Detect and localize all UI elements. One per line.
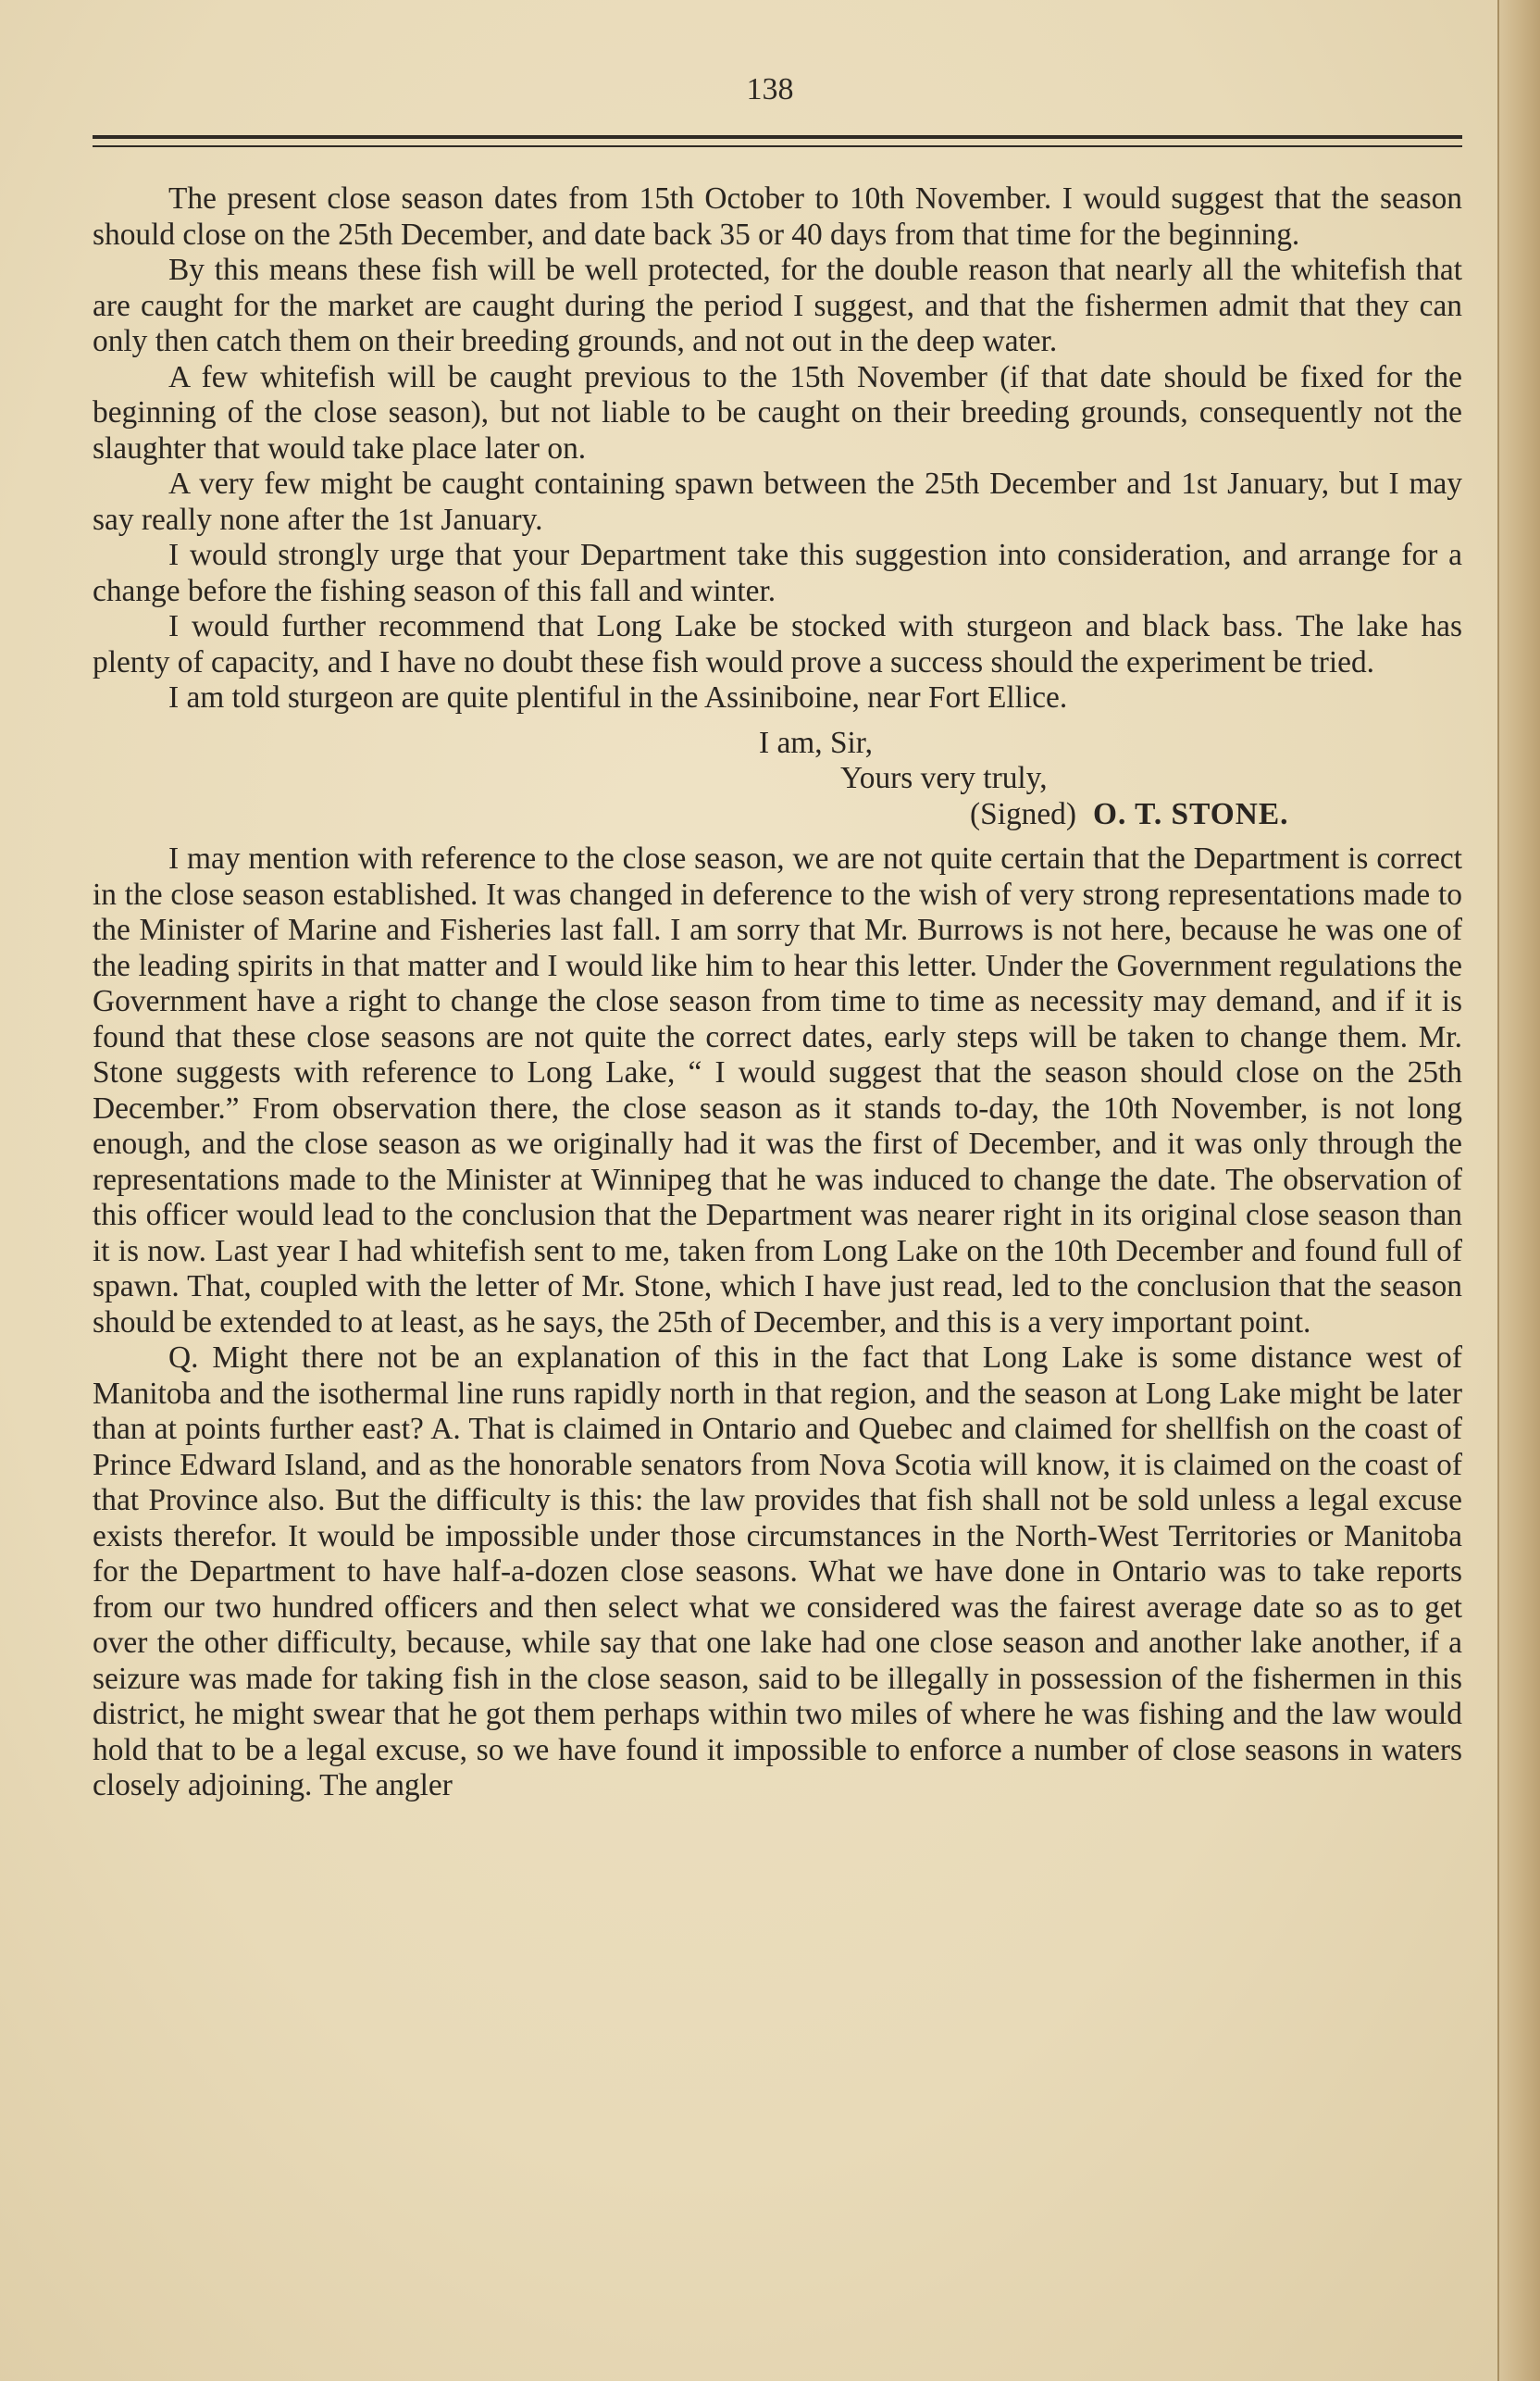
book-gutter <box>1497 0 1540 2381</box>
letter-paragraph: I would strongly urge that your Department take this suggestion into consideration, and arrange for a change before the fishing season of this fall and winter. <box>93 538 1462 608</box>
letter-paragraph: The present close season dates from 15th October to 10th November. I would suggest that the season should close on the 25th December, and date back 35 or 40 days from that time for the beginning. <box>93 181 1462 252</box>
signed-label: (Signed) <box>970 796 1076 831</box>
letter-paragraph: I would further recommend that Long Lake be stocked with sturgeon and black bass. The lake has plenty of capacity, and I have no doubt these fish would prove a success should the experiment be tried. <box>93 609 1462 679</box>
header-rule-thick <box>93 135 1462 139</box>
page-number: 138 <box>746 72 794 106</box>
signature-line <box>93 797 1462 833</box>
signatory-name: O. T. STONE. <box>1093 796 1289 831</box>
discussion-paragraph: Q. Might there not be an explanation of this in the fact that Long Lake is some distance west of Manitoba and the isothermal line runs rapidly north in that region, and the season at Long Lake might be later than at points further east? A. That is claimed in Ontario and Quebec and claimed for shellfish on the coast of Prince Edward Island, and as the honorable senators from Nova Scotia will know, it is claimed on the coast of that Province also. But the difficulty is this: the law provides that fish shall not be sold unless a legal excuse exists therefor. It would be impossible under those circumstances in the North-West Territories or Manitoba for the Department to have half-a-dozen close seasons. What we have done in Ontario was to take reports from our two hundred officers and then select what we considered was the fairest average date so as to get over the other difficulty, because, while say that one lake had one close season and another lake another, if a seizure was made for taking fish in the close season, said to be illegally in possession of the fishermen in this district, he might swear that he got them perhaps within two miles of where he was fishing and the law would hold that to be a legal excuse, so we have found it impossible to enforce a number of close seasons in waters closely adjoining. The angler <box>93 1340 1462 1802</box>
discussion-paragraph: I may mention with reference to the close season, we are not quite certain that the Department is correct in the close season established. It was changed in deference to the wish of very strong representations made to the Minister of Marine and Fisheries last fall. I am sorry that Mr. Burrows is not here, because he was one of the leading spirits in that matter and I would like him to hear this letter. Under the Government regulations the Government have a right to change the close season from time to time as necessity may demand, and if it is found that these close seasons are not quite the correct dates, early steps will be taken to change them. Mr. Stone suggests with reference to Long Lake, “ I would suggest that the season should close on the 25th December.” From observation there, the close season as it stands to-day, the 10th November, is not long enough, and the close season as we originally had it was the first of December, and it was only through the representations made to the Minister at Winnipeg that he was induced to change the date. The observation of this officer would lead to the conclusion that the Department was nearer right in its original close season than it is now. Last year I had whitefish sent to me, taken from Long Lake on the 10th December and found full of spawn. That, coupled with the letter of Mr. Stone, which I have just read, led to the conclusion that the season should be extended to at least, as he says, the 25th of December, and this is a very important point. <box>93 841 1462 1340</box>
letter-paragraph: I am told sturgeon are quite plentiful in the Assiniboine, near Fort Ellice. <box>168 680 1068 715</box>
discussion <box>93 841 1462 1804</box>
letter-paragraph: A very few might be caught containing spawn between the 25th December and 1st January, but I may say really none after the 1st January. <box>93 467 1462 537</box>
letter-paragraph: A few whitefish will be caught previous to the 15th November (if that date should be fixed for the beginning of the close season), but not liable to be caught on their breeding grounds, consequently not the slaughter that would take place later on. <box>93 359 1462 466</box>
valediction: Yours very truly, <box>840 761 1048 795</box>
body-text <box>93 181 1462 1804</box>
salutation: I am, Sir, <box>759 725 873 760</box>
letter-paragraph: By this means these fish will be well protected, for the double reason that nearly all the whitefish that are caught for the market are caught during the period I suggest, and that the fishermen admit that they can only then catch them on their breeding grounds, and not out in the deep water. <box>93 253 1462 358</box>
letter-closing <box>93 726 1462 833</box>
header-rule-thin <box>93 145 1462 147</box>
